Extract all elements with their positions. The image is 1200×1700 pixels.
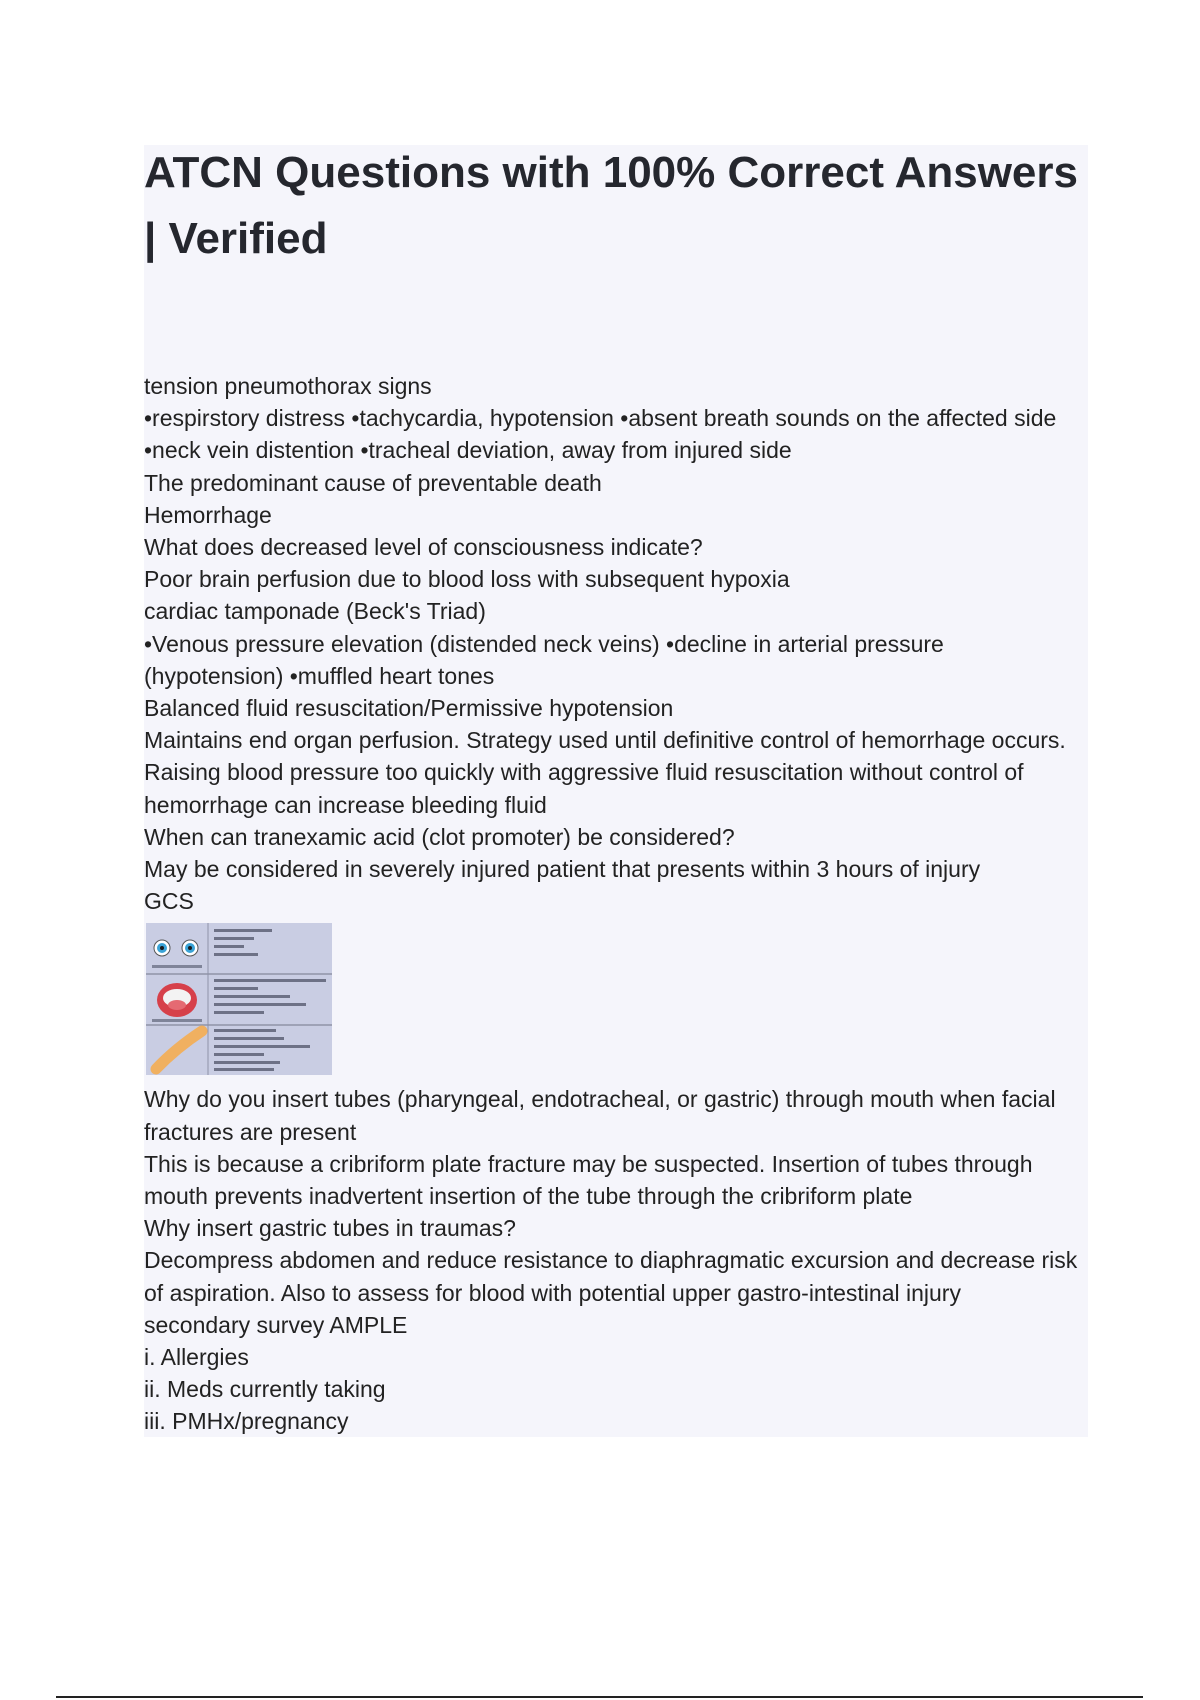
text-line: This is because a cribriform plate fracture may be suspected. Insertion of tubes through mouth prevents inadvertent insertion of the tube through the cribriform plate: [144, 1150, 1033, 1210]
text-line: Why insert gastric tubes in traumas?: [144, 1215, 516, 1242]
text-line: ii. Meds currently taking: [144, 1376, 386, 1403]
text-line: Poor brain perfusion due to blood loss with subsequent hypoxia: [144, 566, 790, 593]
text-line: cardiac tamponade (Beck's Triad): [144, 598, 486, 625]
text-line: Why do you insert tubes (pharyngeal, endotracheal, or gastric) through mouth when facial fractures are present: [144, 1086, 1056, 1145]
text-line: The predominant cause of preventable death: [144, 469, 602, 496]
text-line: When can tranexamic acid (clot promoter) be considered?: [144, 823, 735, 850]
text-line: May be considered in severely injured patient that presents within 3 hours of injury: [144, 856, 981, 883]
text-line: What does decreased level of consciousness indicate?: [144, 534, 703, 561]
text-line: GCS: [144, 888, 194, 915]
lines-before-figure: [144, 370, 1088, 917]
text-line: Maintains end organ perfusion. Strategy used until definitive control of hemorrhage occurs. Raising blood pressure too quickly with aggressive fluid resuscitation without control of hemorrhage can increase bleeding fluid: [144, 727, 1066, 818]
text-line: i. Allergies: [144, 1344, 249, 1371]
text-line: Hemorrhage: [144, 501, 272, 528]
lines-after-figure: [144, 1083, 1088, 1437]
text-line: •Venous pressure elevation (distended neck veins) •decline in arterial pressure (hypotension) •muffled heart tones: [144, 630, 944, 689]
text-line: •respirstory distress •tachycardia, hypotension •absent breath sounds on the affected side •neck vein distention •tracheal deviation, away from injured side: [144, 405, 1057, 464]
text-line: Decompress abdomen and reduce resistance to diaphragmatic excursion and decrease risk of aspiration. Also to assess for blood with potential upper gastro-intestinal injury: [144, 1247, 1078, 1306]
footer-rule: [56, 1696, 1143, 1698]
document-title: ATCN Questions with 100% Correct Answers | Verified: [144, 148, 1078, 263]
text-line: Balanced fluid resuscitation/Permissive hypotension: [144, 695, 674, 722]
text-line: tension pneumothorax signs: [144, 373, 432, 399]
text-line: iii. PMHx/pregnancy: [144, 1408, 349, 1435]
text-line: secondary survey AMPLE: [144, 1311, 408, 1338]
gcs-chart-icon: [146, 923, 332, 1075]
qa-list: [144, 370, 1088, 1438]
